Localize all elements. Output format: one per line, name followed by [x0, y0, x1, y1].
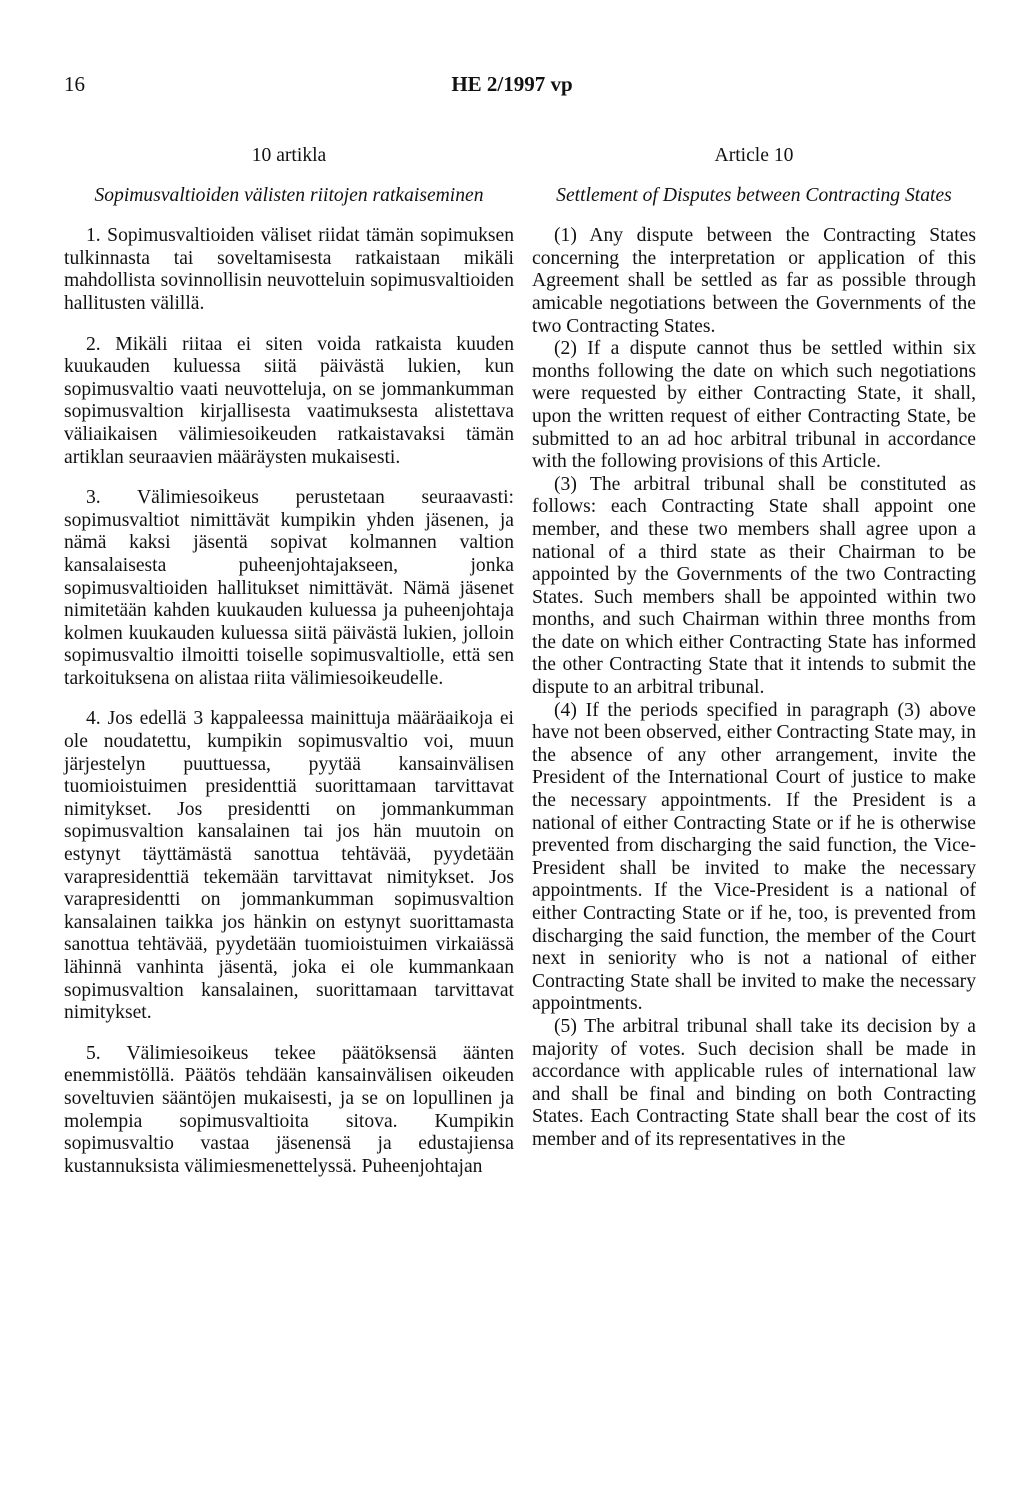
article-number-fi: 10 artikla [251, 145, 327, 166]
paragraph-fi-3: 3. Välimiesoikeus perustetaan seuraavasti: sopimusvaltiot nimittävät kumpikin yhden jäsenen, ja nämä kaksi jäsentä sopivat kolmannen valtion kansalaisesta puheenjohtajakseen, jonka sopimusvaltioiden hallitukset nimittävät. Nämä jäsenet nimitetään kahden kuukauden kuluessa ja puheenjohtaja kolmen kuukauden kuluessa siitä päivästä lukien, jolloin sopimusvaltio ilmoitti toiselle sopimusvaltiolle, että sen tarkoituksena on alistaa riita välimiesoikeudelle. [64, 487, 514, 689]
finnish-column [64, 145, 514, 1196]
paragraph-fi-2: 2. Mikäli riitaa ei siten voida ratkaista kuuden kuukauden kuluessa siitä päivästä lukien, kun sopimusvaltio vaati neuvotteluja, on se jommankumman sopimusvaltion kirjallisesta vaatimuksesta alistettava väliaikaisen välimiesoikeuden ratkaistavaksi tämän artiklan seuraavien määräysten mukaisesti. [64, 333, 514, 468]
article-title-en: Settlement of Disputes between Contracting States [556, 184, 952, 206]
paragraph-en-5: (5) The arbitral tribunal shall take its decision by a majority of votes. Such decision shall be made in accordance with applicable rules of international law and shall be final and binding on both Contracting States. Each Contracting State shall bear the cost of its member and of its representatives in the [532, 1015, 976, 1150]
paragraph-en-4: (4) If the periods specified in paragraph (3) above have not been observed, either Contracting State may, in the absence of any other arrangement, invite the President of the International Court of justice to make the necessary appointments. If the President is a national of either Contracting State or if he is otherwise prevented from discharging the said function, the Vice-President shall be invited to make the necessary appointments. If the Vice-President is a national of either Contracting State or if he, too, is prevented from discharging the said function, the member of the Court next in seniority who is not a national of either Contracting State shall be invited to make the necessary appointments. [532, 699, 976, 1015]
paragraph-fi-5: 5. Välimiesoikeus tekee päätöksensä äänten enemmistöllä. Päätös tehdään kansainvälisen oikeuden soveltuvien sääntöjen mukaisesti, ja se on lopullinen ja molempia sopimusvaltioita sitova. Kumpikin sopimusvaltio vastaa jäsenensä ja edustajiensa kustannuksista välimiesmenettelyssä. Puheenjohtajan [64, 1042, 514, 1177]
paragraph-fi-4: 4. Jos edellä 3 kappaleessa mainittuja määräaikoja ei ole noudatettu, kumpikin sopimusvaltio voi, muun järjestelyn puuttuessa, pyytää kansainvälisen tuomioistuimen presidenttiä suorittamaan tarvittavat nimitykset. Jos presidentti on jommankumman sopimusvaltion kansalainen tai jos hän muutoin on estynyt täyttämästä sanottua tehtävää, pyydetään varapresidenttiä tekemään tarvittavat nimitykset. Jos varapresidentti on jommankumman sopimusvaltion kansalainen taikka jos hänkin on estynyt suorittamasta sanottua tehtävää, pyydetään tuomioistuimen virkaiässä lähinnä vanhinta jäsentä, joka ei ole kummankaan sopimusvaltion kansalainen, suorittamaan tarvittavat nimitykset. [64, 708, 514, 1024]
english-column [532, 145, 976, 1152]
paragraph-fi-1: 1. Sopimusvaltioiden väliset riidat tämän sopimuksen tulkinnasta tai soveltamisesta ratkaistaan mikäli mahdollista sovinnollisin neuvotteluin sopimusvaltioiden hallitusten välillä. [64, 225, 514, 314]
paragraph-en-2: (2) If a dispute cannot thus be settled within six months following the date on which such negotiations were requested by either Contracting State, it shall, upon the written request of either Contracting State, be submitted to an ad hoc arbitral tribunal in accordance with the following provisions of this Article. [532, 338, 976, 473]
article-title-fi: Sopimusvaltioiden välisten riitojen ratkaiseminen [94, 184, 484, 206]
page-header [64, 72, 960, 102]
running-head: HE 2/1997 vp [451, 72, 573, 96]
page-number: 16 [64, 72, 85, 96]
paragraph-en-1: (1) Any dispute between the Contracting States concerning the interpretation or application of this Agreement shall be settled as far as possible through amicable negotiations between the Governments of the two Contracting States. [532, 225, 976, 337]
paragraph-en-3: (3) The arbitral tribunal shall be constituted as follows: each Contracting State shall appoint one member, and these two members shall agree upon a national of a third state as their Chairman to be appointed by the Governments of the two Contracting States. Such members shall be appointed within two months, and such Chairman within three months from the date on which either Contracting State has informed the other Contracting State that it intends to submit the dispute to an arbitral tribunal. [532, 473, 976, 699]
article-number-en: Article 10 [714, 145, 794, 166]
